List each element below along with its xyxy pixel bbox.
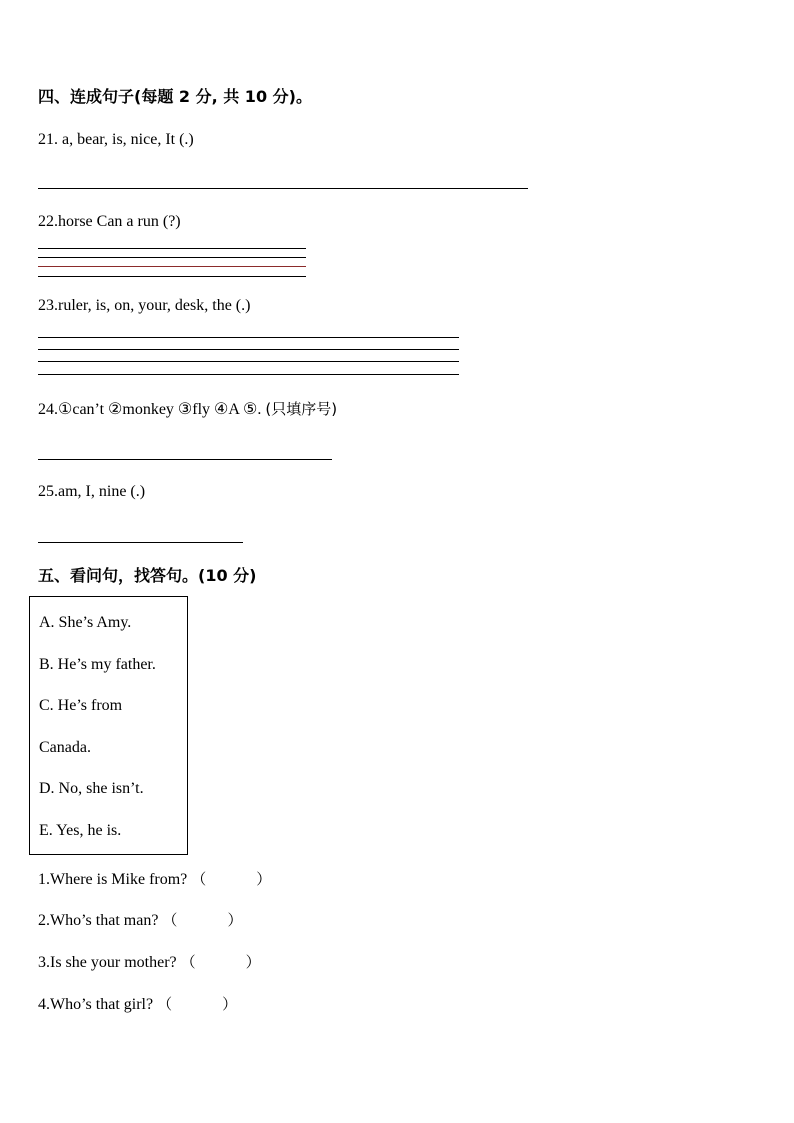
writing-line — [38, 337, 459, 338]
answer-paren-close: ） — [227, 911, 243, 929]
question-23: 23.ruler, is, on, your, desk, the (.) — [38, 297, 251, 314]
question-2 — [38, 910, 242, 931]
writing-line — [38, 361, 459, 362]
section5-heading: 五、看问句，找答句。(10 分) — [38, 566, 257, 585]
option-d: D. No, she isn’t. — [39, 780, 144, 797]
question-2-text: 2.Who’s that man? — [38, 912, 159, 929]
question-22: 22.horse Can a run (?) — [38, 213, 181, 230]
question-4 — [38, 994, 237, 1015]
option-c-continued: Canada. — [39, 739, 91, 756]
answer-paren-open: （ — [180, 953, 196, 971]
answer-paren-close: ） — [222, 995, 238, 1013]
answer-line-24[interactable] — [38, 459, 332, 460]
answer-paren-open: （ — [162, 911, 178, 929]
answer-line-21[interactable] — [38, 188, 528, 189]
writing-line — [38, 276, 306, 277]
answer-paren-open: （ — [191, 870, 207, 888]
writing-line — [38, 349, 459, 350]
question-21: 21. a, bear, is, nice, It (.) — [38, 131, 194, 148]
answer-line-25[interactable] — [38, 542, 243, 543]
answer-paren-close: ） — [245, 953, 261, 971]
writing-line — [38, 248, 306, 249]
option-a: A. She’s Amy. — [39, 614, 132, 631]
question-24-note: (只填序号) — [265, 400, 338, 418]
question-3-text: 3.Is she your mother? — [38, 954, 177, 971]
option-c: C. He’s from — [39, 697, 123, 714]
question-25: 25.am, I, nine (.) — [38, 483, 146, 500]
option-b: B. He’s my father. — [39, 656, 156, 673]
question-1 — [38, 869, 271, 890]
writing-line-red — [38, 266, 306, 267]
question-1-text: 1.Where is Mike from? — [38, 871, 188, 888]
answer-options-box — [29, 596, 188, 855]
option-e: E. Yes, he is. — [39, 822, 122, 839]
question-4-text: 4.Who’s that girl? — [38, 996, 154, 1013]
writing-line — [38, 257, 306, 258]
writing-line — [38, 374, 459, 375]
question-24-items: 24.①can’t ②monkey ③fly ④A ⑤. — [38, 401, 266, 418]
question-24 — [38, 399, 337, 420]
answer-paren-open: （ — [157, 995, 173, 1013]
section4-heading: 四、连成句子(每题 2 分, 共 10 分)。 — [38, 87, 312, 106]
question-3 — [38, 952, 261, 973]
answer-paren-close: ） — [256, 870, 272, 888]
